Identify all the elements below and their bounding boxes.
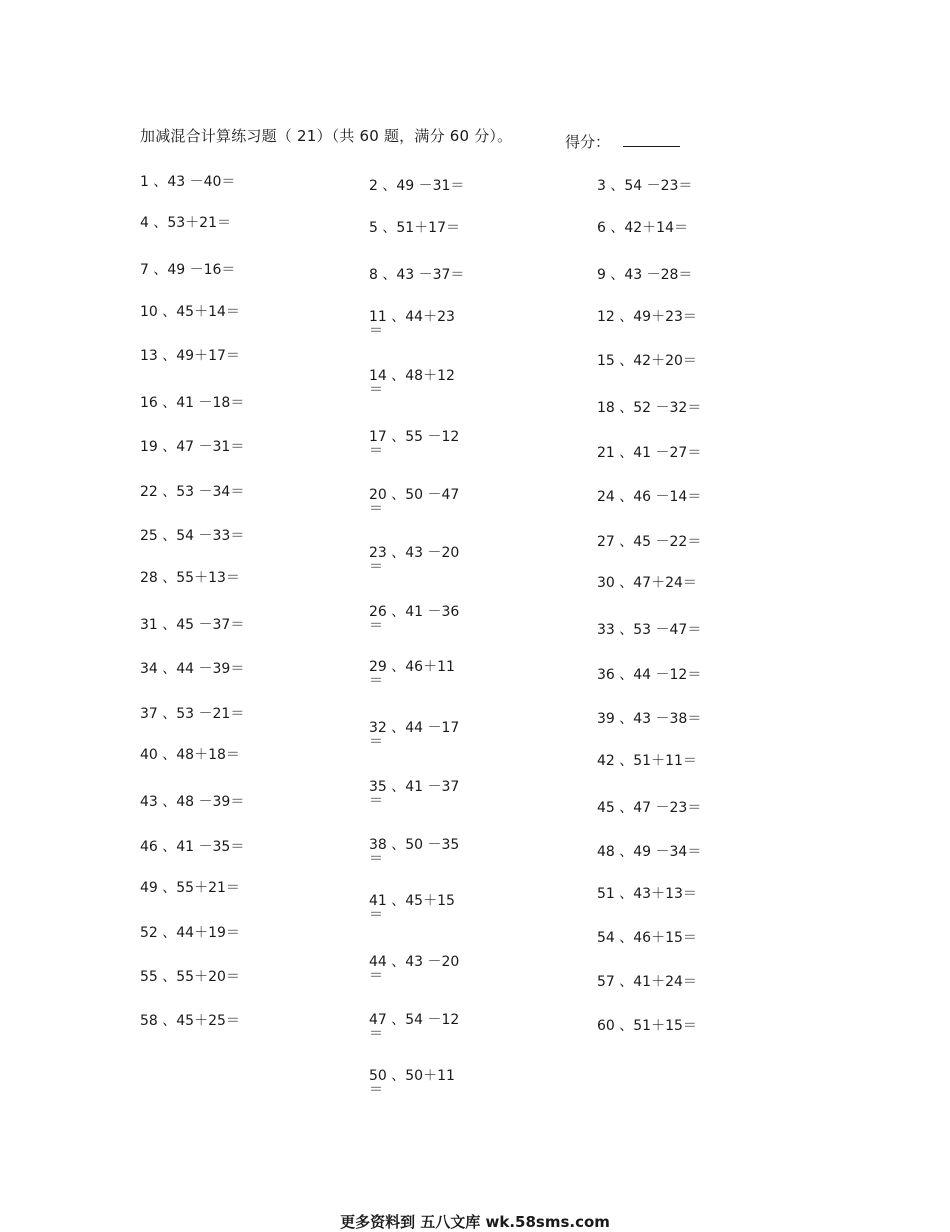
problem-item [369, 430, 459, 458]
problem-text: 50 、50＋11 [369, 1068, 455, 1084]
problem-text: 2 、49 －31＝ [369, 178, 465, 194]
problem-equals: ＝ [369, 851, 383, 867]
problem-text: 6 、42＋14＝ [597, 220, 688, 236]
problem-text: 35 、41 －37 [369, 779, 460, 795]
problem-text: 8 、43 －37＝ [369, 267, 465, 283]
problem-item [140, 970, 240, 984]
problem-text: 43 、48 －39＝ [140, 794, 245, 810]
problem-text: 10 、45＋14＝ [140, 304, 240, 320]
problem-text: 31 、45 －37＝ [140, 617, 245, 633]
problem-text: 30 、47＋24＝ [597, 575, 697, 591]
score-blank-line [623, 146, 680, 147]
problem-item [369, 488, 459, 516]
problem-item [369, 369, 455, 397]
problem-item [597, 845, 701, 859]
problem-text: 3 、54 －23＝ [597, 178, 693, 194]
problem-item [597, 310, 697, 324]
problem-equals: ＝ [369, 618, 383, 634]
problem-text: 38 、50 －35 [369, 837, 460, 853]
problem-item [597, 490, 701, 504]
footer-watermark: 更多资料到 五八文库 wk.58sms.com [340, 1213, 610, 1231]
problem-text: 11 、44＋23 [369, 309, 455, 325]
problem-text: 55 、55＋20＝ [140, 969, 240, 985]
problem-item [369, 660, 455, 688]
problem-text: 13 、49＋17＝ [140, 348, 240, 364]
problem-text: 19 、47 －31＝ [140, 439, 245, 455]
problem-text: 24 、46 －14＝ [597, 489, 702, 505]
problem-item [597, 446, 701, 460]
problem-item [140, 926, 240, 940]
problem-text: 52 、44＋19＝ [140, 925, 240, 941]
problem-item [597, 931, 697, 945]
problem-item [369, 310, 455, 338]
problem-equals: ＝ [369, 323, 383, 339]
problem-item [140, 618, 244, 632]
problem-equals: ＝ [369, 907, 383, 923]
problem-text: 18 、52 －32＝ [597, 400, 702, 416]
problem-equals: ＝ [369, 1026, 383, 1042]
problem-equals: ＝ [369, 443, 383, 459]
problem-item [140, 1014, 240, 1028]
problem-item [140, 881, 240, 895]
problem-item [597, 535, 701, 549]
problem-item [369, 1013, 459, 1041]
problem-item [369, 894, 455, 922]
problem-text: 60 、51＋15＝ [597, 1018, 697, 1034]
problem-text: 28 、55＋13＝ [140, 570, 240, 586]
problem-item [369, 268, 464, 282]
problem-equals: ＝ [369, 501, 383, 517]
problem-text: 15 、42＋20＝ [597, 353, 697, 369]
problem-item [140, 707, 244, 721]
problem-item [597, 179, 692, 193]
problem-item [369, 838, 459, 866]
problem-text: 42 、51＋11＝ [597, 753, 697, 769]
problem-equals: ＝ [369, 968, 383, 984]
problem-text: 51 、43＋13＝ [597, 886, 697, 902]
problem-item [597, 268, 692, 282]
problem-item [369, 780, 459, 808]
problem-text: 57 、41＋24＝ [597, 974, 697, 990]
problem-text: 54 、46＋15＝ [597, 930, 697, 946]
problem-text: 41 、45＋15 [369, 893, 455, 909]
problem-text: 5 、51＋17＝ [369, 220, 460, 236]
problem-item [597, 887, 697, 901]
problem-text: 39 、43 －38＝ [597, 711, 702, 727]
problem-item [369, 605, 459, 633]
problem-equals: ＝ [369, 793, 383, 809]
problem-item [369, 1069, 455, 1097]
problem-item [140, 571, 240, 585]
problem-equals: ＝ [369, 673, 383, 689]
problem-item [597, 401, 701, 415]
problem-text: 29 、46＋11 [369, 659, 455, 675]
problem-text: 9 、43 －28＝ [597, 267, 693, 283]
score-label: 得分： [565, 133, 611, 151]
problem-text: 4 、53＋21＝ [140, 215, 231, 231]
problem-item [140, 175, 235, 189]
problem-text: 45 、47 －23＝ [597, 800, 702, 816]
problem-text: 22 、53 －34＝ [140, 484, 245, 500]
problem-text: 20 、50 －47 [369, 487, 460, 503]
problem-text: 33 、53 －47＝ [597, 622, 702, 638]
problem-text: 36 、44 －12＝ [597, 667, 702, 683]
problem-text: 25 、54 －33＝ [140, 528, 245, 544]
problem-item [140, 840, 244, 854]
problem-item [597, 623, 701, 637]
problem-equals: ＝ [369, 1082, 383, 1098]
problem-text: 21 、41 －27＝ [597, 445, 702, 461]
worksheet-title: 加减混合计算练习题（ 21）（共 60 题，满分 60 分）。 [140, 127, 513, 145]
problem-item [140, 795, 244, 809]
problem-equals: ＝ [369, 382, 383, 398]
problem-item [140, 216, 231, 230]
problem-text: 16 、41 －18＝ [140, 395, 245, 411]
problem-item [597, 801, 701, 815]
problem-text: 7 、49 －16＝ [140, 262, 236, 278]
problem-item [597, 354, 697, 368]
problem-item [140, 396, 244, 410]
problem-item [140, 529, 244, 543]
problem-text: 23 、43 －20 [369, 545, 460, 561]
problem-item [140, 440, 244, 454]
problem-text: 37 、53 －21＝ [140, 706, 245, 722]
problem-item [140, 349, 240, 363]
problem-text: 26 、41 －36 [369, 604, 460, 620]
problem-text: 47 、54 －12 [369, 1012, 460, 1028]
problem-item [597, 712, 701, 726]
problem-item [597, 975, 697, 989]
problem-text: 27 、45 －22＝ [597, 534, 702, 550]
problem-equals: ＝ [369, 559, 383, 575]
problem-item [140, 662, 244, 676]
problem-item [369, 955, 459, 983]
problem-text: 14 、48＋12 [369, 368, 455, 384]
problem-text: 1 、43 －40＝ [140, 174, 236, 190]
problem-item [369, 221, 460, 235]
problem-item [597, 668, 701, 682]
problem-text: 34 、44 －39＝ [140, 661, 245, 677]
problem-text: 12 、49＋23＝ [597, 309, 697, 325]
problem-item [597, 1019, 697, 1033]
problem-text: 17 、55 －12 [369, 429, 460, 445]
problem-text: 40 、48＋18＝ [140, 747, 240, 763]
problem-equals: ＝ [369, 734, 383, 750]
problem-text: 58 、45＋25＝ [140, 1013, 240, 1029]
problem-item [140, 263, 235, 277]
problem-text: 46 、41 －35＝ [140, 839, 245, 855]
problem-text: 32 、44 －17 [369, 720, 460, 736]
problem-item [597, 754, 697, 768]
problem-text: 44 、43 －20 [369, 954, 460, 970]
problem-item [140, 485, 244, 499]
problem-item [597, 576, 697, 590]
problem-text: 48 、49 －34＝ [597, 844, 702, 860]
problem-item [597, 221, 688, 235]
problem-item [140, 305, 240, 319]
problem-item [369, 546, 459, 574]
problem-text: 49 、55＋21＝ [140, 880, 240, 896]
problem-item [140, 748, 240, 762]
problem-item [369, 721, 459, 749]
problem-item [369, 179, 464, 193]
